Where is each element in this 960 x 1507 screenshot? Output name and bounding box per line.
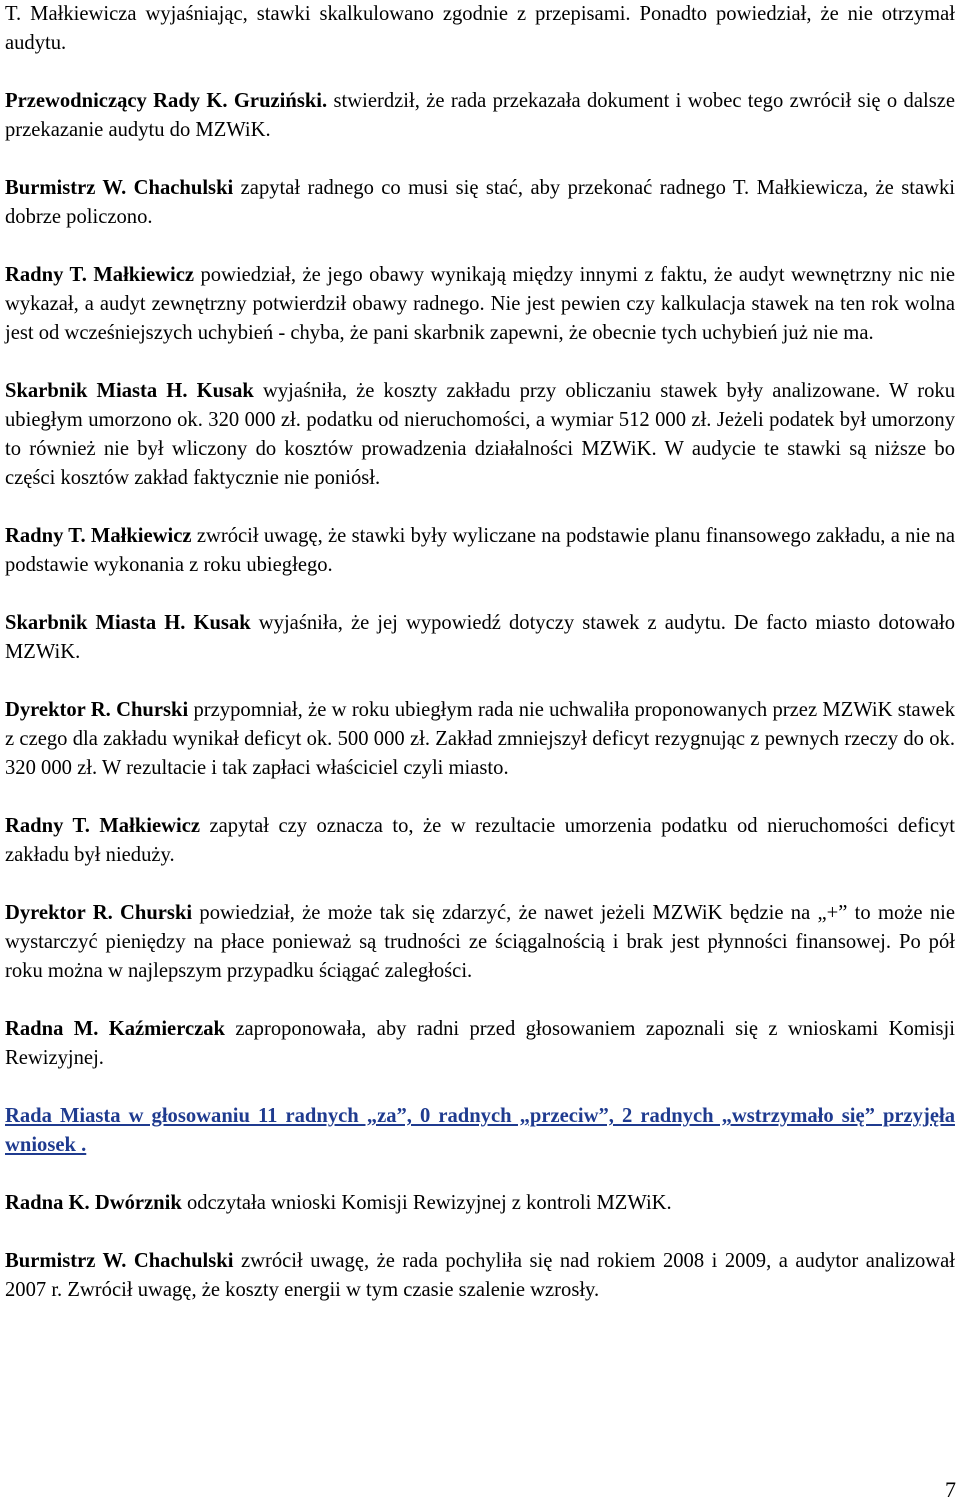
- statement-text: wyjaśniła, że koszty zakładu przy obliczaniu stawek były analizowane. W roku ubiegłym umorzono ok. 320 000 zł. podatku od nieruchomości, a wymiar 512 000 zł. Jeżeli podatek był umorzony to również nie był wliczony do kosztów prowadzenia działalności MZWiK. W audycie te stawki są niższe bo części kosztów zakład faktycznie nie poniósł.: [5, 380, 955, 489]
- paragraph-4: [0, 261, 960, 348]
- paragraph-9: [0, 812, 960, 870]
- paragraph-2: [0, 87, 960, 145]
- statement-text: stwierdził, że rada przekazała dokument i wobec tego zwrócił się o dalsze przekazanie audytu do MZWiK.: [5, 90, 955, 141]
- paragraph-5: [0, 377, 960, 493]
- speaker-name: Radny T. Małkiewicz: [5, 525, 192, 547]
- paragraph-13: [0, 1247, 960, 1305]
- speaker-name: Radny T. Małkiewicz: [5, 264, 194, 286]
- vote-result-text: Rada Miasta w głosowaniu 11 radnych „za”, 0 radnych „przeciw”, 2 radnych „wstrzymało się” przyjęła wniosek .: [5, 1105, 955, 1156]
- paragraph-3: [0, 174, 960, 232]
- statement-text: powiedział, że może tak się zdarzyć, że nawet jeżeli MZWiK będzie na „+” to może nie wystarczyć pieniędzy na płace ponieważ są trudności ze ściągalnością i brak jest płynności finansowej. Po pół roku można w najlepszym przypadku ściągać zaległości.: [5, 902, 955, 982]
- statement-text: zaproponowała, aby radni przed głosowaniem zapoznali się z wnioskami Komisji Rewizyjnej.: [5, 1018, 956, 1069]
- speaker-name: Radna K. Dwórznik: [5, 1192, 182, 1214]
- speaker-name: Przewodniczący Rady K. Gruziński.: [5, 90, 328, 112]
- statement-text: zapytał radnego co musi się stać, aby przekonać radnego T. Małkiewicza, że stawki dobrze policzono.: [5, 177, 955, 228]
- paragraph-11: [0, 1015, 960, 1073]
- statement-text: odczytała wnioski Komisji Rewizyjnej z kontroli MZWiK.: [181, 1192, 672, 1214]
- statement-text: powiedział, że jego obawy wynikają między innymi z faktu, że audyt wewnętrzny nic nie wykazał, a audyt zewnętrzny potwierdził obawy radnego. Nie jest pewien czy kalkulacja stawek na ten rok wolna jest od wcześniejszych uchybień - chyba, że pani skarbnik zapewni, że obecnie tych uchybień już nie ma.: [5, 264, 955, 344]
- statement-text: zwrócił uwagę, że rada pochyliła się nad rokiem 2008 i 2009, a audytor analizował 2007 r. Zwrócił uwagę, że koszty energii w tym czasie szalenie wzrosły.: [5, 1250, 955, 1301]
- paragraph-12: [0, 1189, 960, 1218]
- statement-text: zapytał czy oznacza to, że w rezultacie umorzenia podatku od nieruchomości deficyt zakładu był nieduży.: [5, 815, 955, 866]
- statement-text: zwrócił uwagę, że stawki były wyliczane na podstawie planu finansowego zakładu, a nie na podstawie wykonania z roku ubiegłego.: [5, 525, 955, 576]
- speaker-name: Burmistrz W. Chachulski: [5, 177, 234, 199]
- paragraph-10: [0, 899, 960, 986]
- speaker-name: Dyrektor R. Churski: [5, 902, 193, 924]
- speaker-name: Radna M. Kaźmierczak: [5, 1018, 225, 1040]
- paragraph-7: [0, 609, 960, 667]
- paragraph-6: [0, 522, 960, 580]
- paragraph-1: T. Małkiewicza wyjaśniając, stawki skalkulowano zgodnie z przepisami. Ponadto powiedział, że nie otrzymał audytu.: [5, 3, 955, 54]
- statement-text: wyjaśniła, że jej wypowiedź dotyczy stawek z audytu. De facto miasto dotowało MZWiK.: [5, 612, 955, 663]
- paragraph-8: [0, 696, 960, 783]
- speaker-name: Radny T. Małkiewicz: [5, 815, 201, 837]
- speaker-name: Burmistrz W. Chachulski: [5, 1250, 234, 1272]
- speaker-name: Skarbnik Miasta H. Kusak: [5, 380, 254, 402]
- vote-result: [0, 1102, 960, 1160]
- statement-text: przypomniał, że w roku ubiegłym rada nie uchwaliła proponowanych przez MZWiK stawek z czego dla zakładu wynikał deficyt ok. 500 000 zł. Zakład zmniejszył deficyt rezygnując z pewnych rzeczy do ok. 320 000 zł. W rezultacie i tak zapłaci właściciel czyli miasto.: [5, 699, 955, 779]
- page-number: 7: [945, 1477, 956, 1502]
- speaker-name: Dyrektor R. Churski: [5, 699, 189, 721]
- speaker-name: Skarbnik Miasta H. Kusak: [5, 612, 251, 634]
